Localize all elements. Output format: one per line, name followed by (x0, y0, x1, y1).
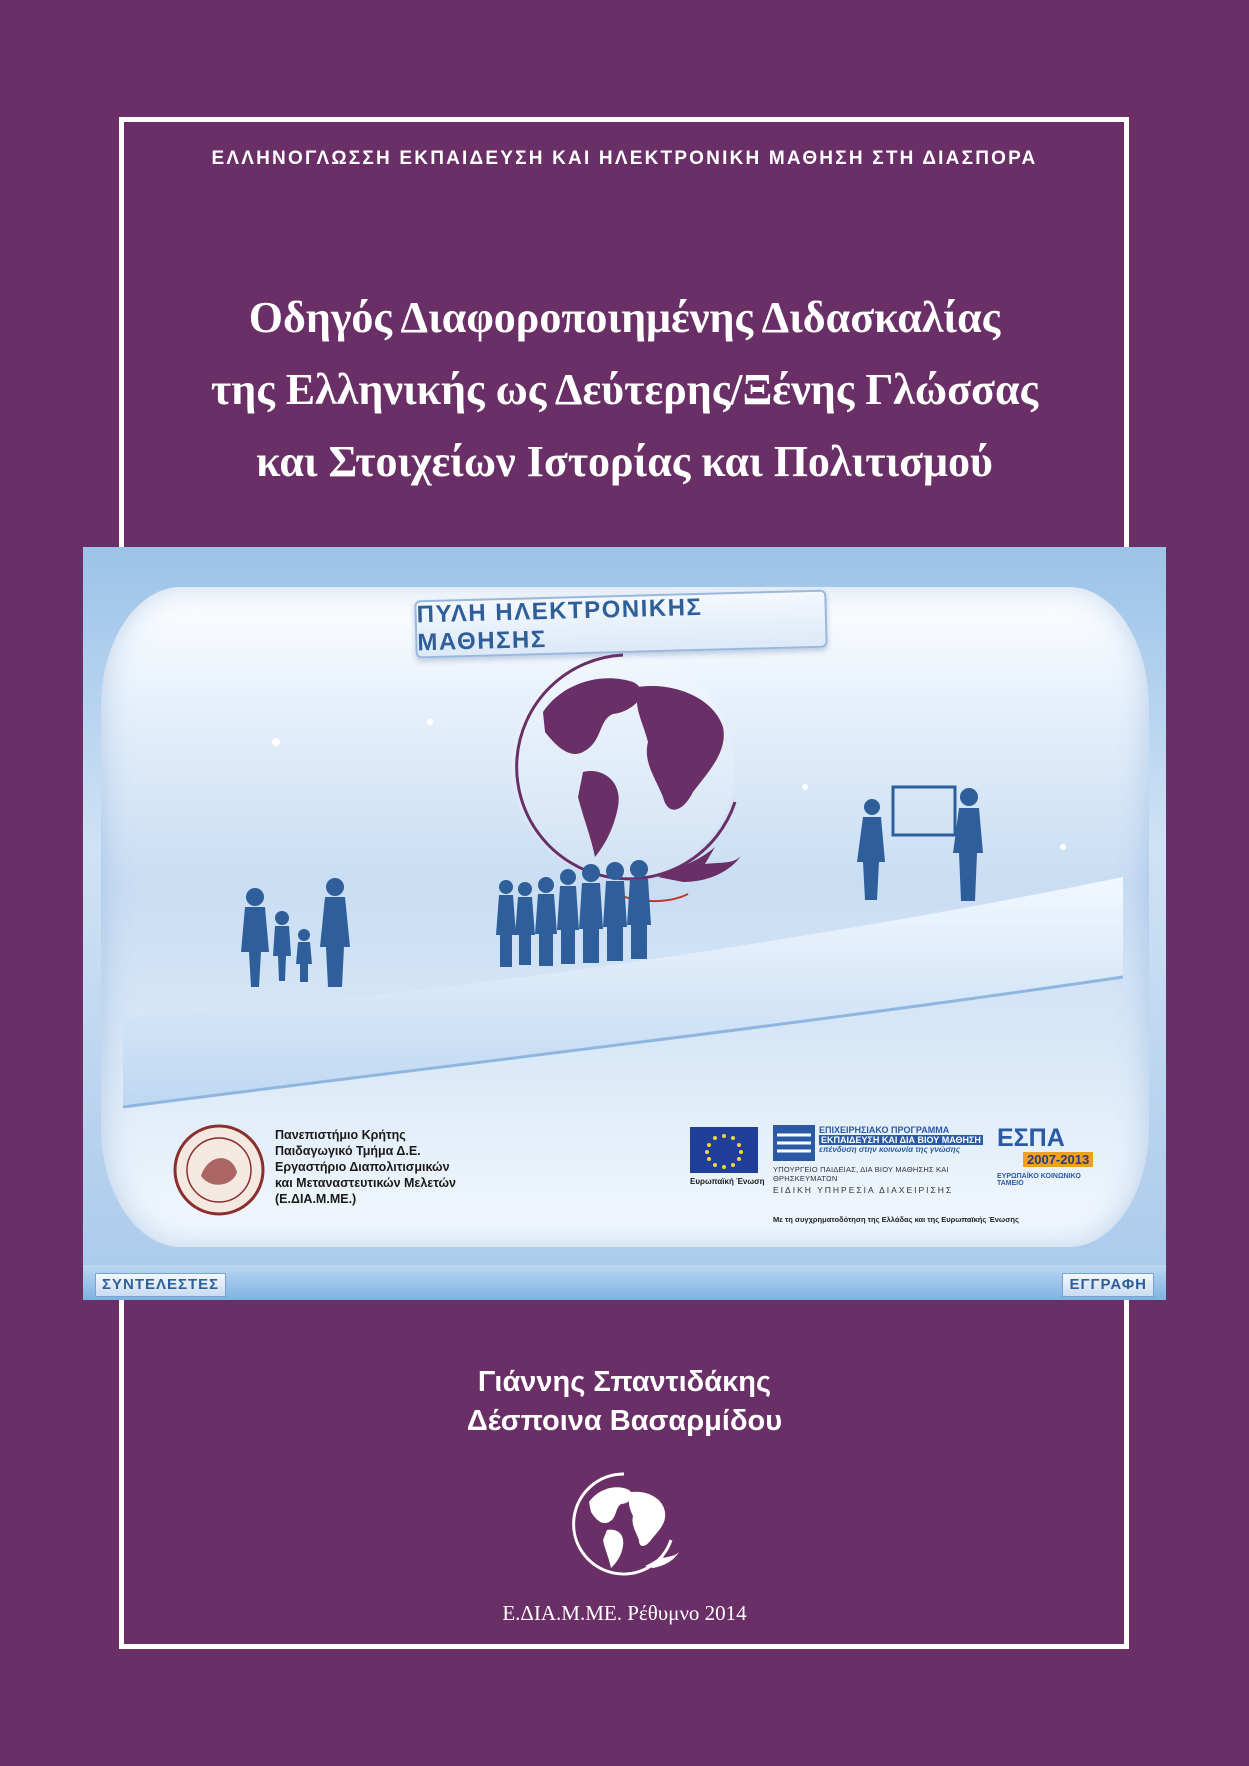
cofunding-note: Με τη συγχρηματοδότηση της Ελλάδας και της Ευρωπαϊκής Ένωσης (773, 1215, 1019, 1224)
university-info: Πανεπιστήμιο Κρήτης Παιδαγωγικό Τμήμα Δ.Ε. Εργαστήριο Διαπολιτισμικών και Μεταναστευτικών Μελετών (Ε.ΔΙΑ.Μ.ΜΕ.) (275, 1128, 456, 1206)
author-1: Γιάννης Σπαντιδάκης (477, 1366, 772, 1398)
publisher-footer: Ε.ΔΙΑ.Μ.ΜΕ. Ρέθυμνο 2014 (502, 1601, 747, 1625)
title-line-2: της Ελληνικής ως Δεύτερης/Ξένης Γλώσσας (210, 365, 1039, 414)
portal-screenshot (83, 547, 1166, 1300)
credits-button[interactable]: ΣΥΝΤΕΛΕΣΤΕΣ (95, 1273, 226, 1297)
title-line-1: Οδηγός Διαφοροποιημένης Διδασκαλίας (248, 293, 1001, 342)
group-silhouette (496, 860, 651, 967)
espa-title: ΕΣΠΑ (997, 1124, 1065, 1152)
teacher-silhouettes (857, 788, 983, 901)
program-mark-icon (773, 1125, 815, 1161)
title-line-3: και Στοιχείων Ιστορίας και Πολιτισμού (256, 437, 993, 486)
family-silhouette (241, 878, 350, 987)
espa-years: 2007-2013 (1023, 1152, 1093, 1167)
portal-bottom-bar (83, 1265, 1166, 1300)
espa-logo (997, 1125, 1107, 1187)
register-button[interactable]: ΕΓΓΡΑΦΗ (1062, 1273, 1154, 1297)
portal-label: ΠΥΛΗ ΗΛΕΚΤΡΟΝΙΚΗΣ ΜΑΘΗΣΗΣ (414, 590, 827, 659)
university-seal-icon (173, 1124, 265, 1216)
book-title (0, 282, 1249, 498)
globe-emblem-icon (567, 1470, 681, 1578)
education-program-logo (773, 1125, 988, 1195)
authors (0, 1363, 1249, 1441)
espa-fund: ΕΥΡΩΠΑΪΚΟ ΚΟΙΝΩΝΙΚΟ ΤΑΜΕΙΟ (997, 1173, 1081, 1187)
program-line-1: ΕΠΙΧΕΙΡΗΣΙΑΚΟ ΠΡΟΓΡΑΜΜΑ (819, 1125, 950, 1135)
board-icon (893, 787, 955, 835)
eu-caption: Ευρωπαϊκή Ένωση (690, 1177, 765, 1186)
eu-flag-icon (690, 1127, 758, 1173)
ministry-name: ΥΠΟΥΡΓΕΙΟ ΠΑΙΔΕΙΑΣ, ΔΙΑ ΒΙΟΥ ΜΑΘΗΣΗΣ ΚΑΙ ΘΡΗΣΚΕΥΜΑΤΩΝ (773, 1165, 949, 1183)
program-line-2: ΕΚΠΑΙΔΕΥΣΗ ΚΑΙ ΔΙΑ ΒΙΟΥ ΜΑΘΗΣΗ (821, 1135, 981, 1145)
series-title: ΕΛΛΗΝΟΓΛΩΣΣΗ ΕΚΠΑΙΔΕΥΣΗ ΚΑΙ ΗΛΕΚΤΡΟΝΙΚΗ ΜΑΘΗΣΗ ΣΤΗ ΔΙΑΣΠΟΡΑ (211, 148, 1038, 169)
program-line-3: επένδυση στην κοινωνία της γνώσης (819, 1145, 960, 1154)
eu-logo (690, 1127, 770, 1186)
special-service: ΕΙΔΙΚΗ ΥΠΗΡΕΣΙΑ ΔΙΑΧΕΙΡΙΣΗΣ (773, 1185, 954, 1195)
author-2: Δέσποινα Βασαρμίδου (466, 1405, 783, 1437)
